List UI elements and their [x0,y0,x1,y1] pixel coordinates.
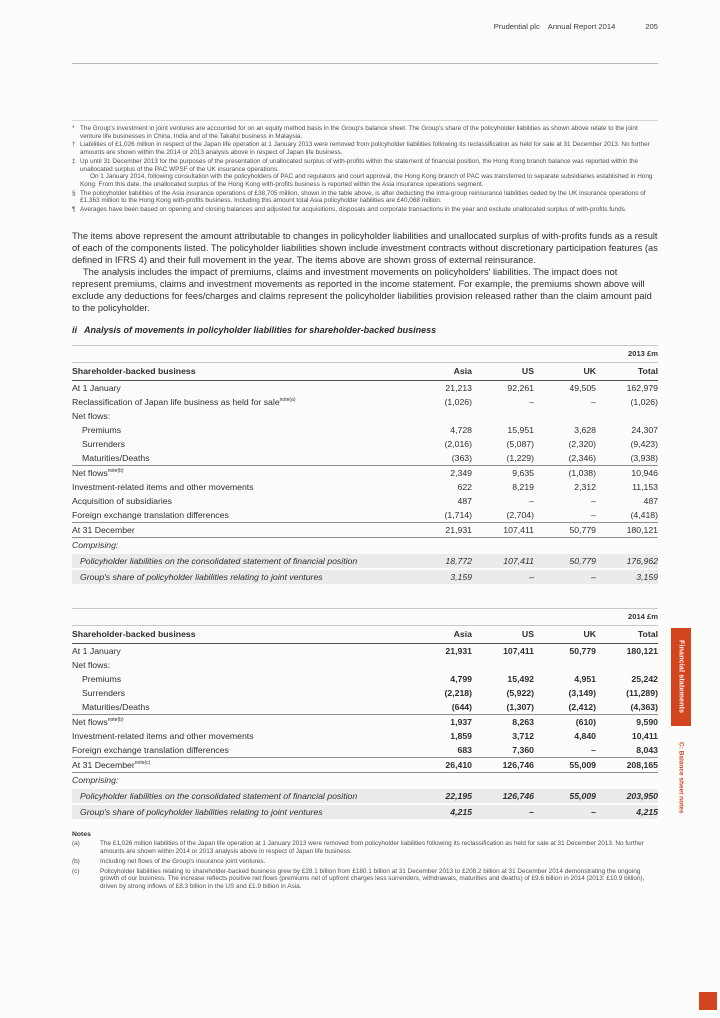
table-cell-value: 3,159 [636,571,658,582]
note-text: Including net flows of the Group's insurance joint ventures. [100,857,266,865]
table-cell-value: (610) [575,716,596,727]
table-cell-value: 24,307 [631,424,658,435]
note-text: Policyholder liabilities relating to shareholder-backed business grew by £28.1 billion from £180.1 billion at 31 December 2013 to £208.2 billion at 31 December 2014 demonstrating the ongoing growth of our business. The increase reflects positive net flows (premiums net of upfront charges less surrenders, withdrawals, maturities and deaths) of £9.6 billion in 2014 (2013: £10.9 billion), driven by strong inflows of £8.3 billion in the US and £1.9 billion in Asia. [100,867,645,890]
body-paragraph-2: The analysis includes the impact of premiums, claims and investment movements on policyholders' liabilities. The impact does not represent premiums, claims and investment movements as reported in the income statement. For example, the premiums shown above will exclude any deductions for fees/charges and claims represent the policyholder liabilities provision released rather than the claim amount paid to the policyholder. [72,266,652,313]
table-cell-value: 49,505 [569,382,596,393]
table-row [72,409,658,423]
table-row-label: Comprising: [72,539,119,550]
body-paragraph-1: The items above represent the amount attributable to changes in policyholder liabilities and unallocated surplus of with-profits funds as a result of each of the components listed. The policyholder liabilities shown include investment contracts without discretionary participation features (as defined in IFRS 4) and their full movement in the year. The items above are shown gross of external reinsurance. [72,230,658,265]
table-cell-value: 21,213 [445,382,472,393]
notes-title: Notes [72,830,91,838]
table-cell-value: 55,009 [569,759,596,770]
table-row [72,686,658,700]
table-row-label: Foreign exchange translation differences [72,509,229,520]
table-cell-value: 25,242 [631,673,658,684]
footnote-marker: ¶ [72,206,76,214]
table-column-header: UK [583,365,596,376]
table-column-header: Total [637,628,658,639]
table-cell-value: 203,950 [626,790,658,801]
table-row-label: Investment-related items and other movements [72,481,254,492]
footnote-paragraph: The policyholder liabilities of the Asia insurance operations of £38,705 million, shown in the table above, is after deducting the intra-group reinsurance liabilities ceded by the UK insurance operations of £1,363 million to the Hong Kong with-profits business. Including this amount total Asia policyholder liabilities are £40,068 million. [80,189,646,205]
corner-accent-square [699,992,717,1010]
table-row-label: Reclassification of Japan life business as held for sale$^{note(a)}$ [72,396,296,407]
table-cell-value: 7,360 [512,744,534,755]
table-cell-value: 3,628 [574,424,596,435]
table-cell-value: – [529,571,534,582]
table-row [72,743,658,757]
table-row-label: Surrenders [82,687,125,698]
footnote-paragraph: The Group's investment in joint ventures are accounted for on an equity method basis in the Group's balance sheet. The Group's share of the policyholder liabilities as shown above relate to the joint venture life businesses in China, India and of the Takaful business in Malaysia. [80,125,638,140]
table-cell-value: (1,026) [444,396,472,407]
table-cell-value: (2,704) [506,509,534,520]
footnote [72,158,658,189]
table-row-label: Investment-related items and other movements [72,730,254,741]
table-row-label: At 31 December [72,524,135,535]
table-cell-value: (2,218) [444,687,472,698]
table-cell-value: 622 [457,481,472,492]
tab-financial-statements-label: Financial statements [677,640,685,714]
table-cell-value: 50,779 [569,524,596,535]
table-row-label: Surrenders [82,438,125,449]
table-cell-value: 21,931 [445,524,472,535]
table-cell-value: – [529,396,534,407]
table-column-header: US [521,365,534,376]
table-cell-value: 18,772 [445,555,472,566]
table-cell-value: 208,165 [626,759,658,770]
table-cell-value: (2,412) [568,701,596,712]
table-row [72,395,658,409]
footnote-marker: * [72,125,75,132]
section-title: Analysis of movements in policyholder liabilities for shareholder-backed business [84,324,437,335]
table-row [72,554,658,568]
table-cell-value: (1,026) [630,396,658,407]
table-row-label: Net flows$^{note(b)}$ [72,716,124,727]
notes-list [72,840,658,890]
tables-container [72,345,658,819]
financial-table [72,608,658,819]
footnote-text [80,190,658,205]
table-cell-value: 21,931 [445,645,472,656]
table-cell-value: 487 [457,495,472,506]
table-row-label: Group's share of policyholder liabilities relating to joint ventures [80,806,323,817]
table-row-label: At 31 December$^{note(c)}$ [72,759,151,770]
tab-financial-statements [671,628,691,726]
table-cell-value: 8,219 [512,481,534,492]
table-cell-value: 683 [457,744,472,755]
table-cell-value: 176,962 [626,555,658,566]
table-row [72,700,658,714]
table-cell-value: 15,492 [507,673,534,684]
table-cell-value: (5,087) [506,438,534,449]
table-row-label: Acquisition of subsidiaries [72,495,172,506]
table-cell-value: 3,712 [512,730,534,741]
page-header [72,22,658,31]
table-column-header: Total [637,365,658,376]
table-cell-value: 55,009 [569,790,596,801]
table-cell-value: (2,016) [444,438,472,449]
table-cell-value: 487 [643,495,658,506]
table-year-label: 2013 £m [72,346,658,363]
footnote-paragraph: On 1 January 2014, following consultation with the policyholders of PAC and regulators and court approval, the Hong Kong branch of PAC was transferred to separate subsidiaries established in Hong Kong. From this date, the unallocated surplus of the Hong Kong with-profits business is reported within the Asia insurance operations segment. [80,173,653,188]
table-row [72,672,658,686]
table-row-label: Premiums [82,424,122,435]
table-row [72,437,658,451]
table-row-label: Net flows: [72,410,111,421]
table-column-header: Asia [453,628,472,639]
table-column-header: UK [583,628,596,639]
table-cell-value: 22,195 [445,790,472,801]
table-cell-value: 107,411 [503,645,534,656]
table-row [72,423,658,437]
footnote-paragraph: Averages have been based on opening and closing balances and adjusted for acquisitions, disposals and corporate transactions in the year and exclude unallocated surplus of with-profits funds. [80,206,627,214]
table-cell-value: – [591,396,596,407]
table-cell-value: (2,320) [568,438,596,449]
table-cell-value: 2,349 [450,467,472,478]
note-reference: note(c) [134,759,151,766]
table-cell-value: (1,307) [506,701,534,712]
table-row [72,494,658,508]
table-row [72,381,658,395]
table-row [72,508,658,522]
table-cell-value: 26,410 [445,759,472,770]
table-cell-value: 4,799 [450,673,472,684]
table-row [72,465,658,480]
note-text: The £1,026 million liabilities of the Japan life operation at 1 January 2013 were removed from policyholder liabilities following its reclassification as held for sale at 31 December 2013. No further amounts are shown within 2014 or 2013 analysis above in respect of Japan life business. [100,840,644,856]
note-reference: note(a) [279,396,296,403]
footnote-paragraph: Liabilities of £1,026 million in respect of the Japan life operation at 1 January 2013 were removed from policyholder liabilities following its reclassification as held for sale at 31 December 2013. No further amounts are shown within the 2014 or 2013 analysis above in respect of Japan life business. [80,141,650,157]
table-cell-value: 4,215 [636,806,658,817]
table-row [72,644,658,658]
table-column-header: Asia [453,365,472,376]
table-cell-value: – [591,744,596,755]
table-row [72,729,658,743]
section-heading [72,325,658,335]
table-row-label: Premiums [82,673,122,684]
footnote [72,190,658,205]
table-cell-value: 3,159 [450,571,472,582]
table-cell-value: (5,922) [506,687,534,698]
table-cell-value: 4,215 [450,806,472,817]
table-cell-value: (1,229) [506,452,534,463]
table-cell-value: – [591,571,596,582]
footnote-text [80,158,658,189]
footnote-marker: ‡ [72,157,76,165]
table-year-label: 2014 £m [72,609,658,626]
footnote-marker: † [72,141,76,149]
table-cell-value: (2,346) [568,452,596,463]
note-reference: note(b) [107,716,124,723]
table-cell-value: 2,312 [574,481,596,492]
table-cell-value: 162,979 [626,382,658,393]
table-cell-value: (1,038) [568,467,596,478]
note-reference: note(b) [107,467,124,474]
table-row [72,480,658,494]
body-text [72,230,658,314]
table-row [72,658,658,672]
table-cell-value: (1,714) [444,509,472,520]
note-item [72,858,658,866]
table-cell-value: (4,418) [630,509,658,520]
table-cell-value: – [591,509,596,520]
page-number: 205 [645,22,658,31]
table-row [72,522,658,537]
table-cell-value: 1,937 [450,716,472,727]
table-row-label: Policyholder liabilities on the consolidated statement of financial position [80,790,358,801]
table-cell-value: 8,263 [512,716,534,727]
table-row [72,451,658,465]
table-row-label: Foreign exchange translation differences [72,744,229,755]
footnote [72,141,658,156]
table-row [72,789,658,803]
footnotes-block [72,120,658,214]
footnote [72,206,658,214]
table-header-row [72,626,658,644]
table-cell-value: 4,951 [574,673,596,684]
table-column-header: US [521,628,534,639]
table-cell-value: 8,043 [636,744,658,755]
table-cell-value: – [529,806,534,817]
note-item [72,840,658,855]
note-marker: (c) [72,867,80,875]
table-row [72,537,658,552]
report-title: Annual Report 2014 [547,22,616,31]
section-number: ii [72,324,78,335]
table-cell-value: (11,289) [626,687,658,698]
note-item [72,868,658,891]
table-cell-value: 4,728 [450,424,472,435]
sidebar-section-label [671,742,691,814]
table-row [72,772,658,787]
table-cell-value: 1,859 [450,730,472,741]
table-row-label: At 1 January [72,645,121,656]
table-cell-value: 180,121 [626,524,658,535]
table-header-business: Shareholder-backed business [72,628,196,639]
table-cell-value: 50,779 [569,645,596,656]
table-row [72,570,658,584]
note-marker: (a) [72,840,80,848]
table-row [72,757,658,772]
table-row-label: At 1 January [72,382,121,393]
table-cell-value: – [591,806,596,817]
footnote-text [80,141,658,156]
table-cell-value: (4,363) [630,701,658,712]
table-cell-value: 9,590 [636,716,658,727]
footnote-paragraph: Up until 31 December 2013 for the purposes of the presentation of unallocated surplus of with-profits within the statement of financial position, the Hong Kong branch balance was reported within the unallocated surplus of the PAC WPSF of the UK insurance operations. [80,157,639,173]
table-cell-value: (3,938) [630,452,658,463]
table-cell-value: (363) [451,452,472,463]
table-cell-value: 10,411 [631,730,658,741]
table-cell-value: 107,411 [503,524,534,535]
table-row-label: Comprising: [72,774,119,785]
table-cell-value: 9,635 [512,467,534,478]
footnote-text [80,206,658,214]
report-brand: Prudential plc [493,22,540,31]
table-row [72,805,658,819]
table-cell-value: 10,946 [631,467,658,478]
notes-block [72,831,658,891]
table-row-label: Policyholder liabilities on the consolidated statement of financial position [80,555,358,566]
table-row-label: Net flows$^{note(b)}$ [72,467,124,478]
financial-table [72,345,658,584]
table-cell-value: (9,423) [630,438,658,449]
table-row [72,714,658,729]
table-header-row [72,363,658,381]
table-cell-value: 92,261 [507,382,534,393]
table-cell-value: 4,840 [574,730,596,741]
table-cell-value: (3,149) [568,687,596,698]
table-cell-value: (644) [451,701,472,712]
table-row-label: Net flows: [72,659,111,670]
footnote-marker: § [72,189,76,197]
table-cell-value: 15,951 [507,424,534,435]
table-row-label: Group's share of policyholder liabilities relating to joint ventures [80,571,323,582]
note-marker: (b) [72,857,80,865]
sidebar-section-label-text: C: Balance sheet notes [677,742,685,814]
table-row-label: Maturities/Deaths [82,452,150,463]
table-cell-value: – [529,495,534,506]
table-cell-value: 126,746 [502,759,534,770]
table-header-business: Shareholder-backed business [72,365,196,376]
table-cell-value: 126,746 [502,790,534,801]
header-rule [72,63,658,64]
table-cell-value: 50,779 [569,555,596,566]
table-row-label: Maturities/Deaths [82,701,150,712]
footnote-text [80,125,658,140]
table-cell-value: 11,153 [632,481,658,492]
table-cell-value: 180,121 [626,645,658,656]
table-cell-value: – [591,495,596,506]
footnote [72,125,658,140]
table-cell-value: 107,411 [503,555,534,566]
